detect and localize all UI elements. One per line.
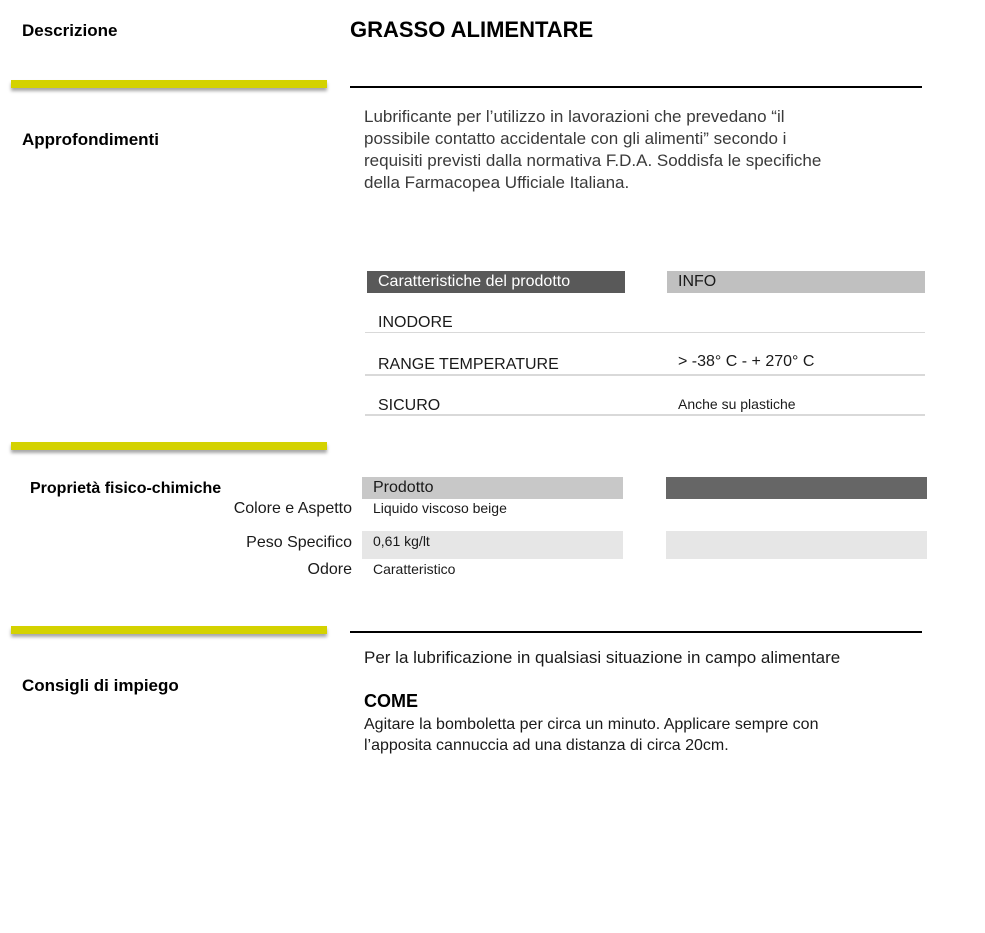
table-header-info: INFO <box>667 271 925 293</box>
product-title: GRASSO ALIMENTARE <box>350 17 594 42</box>
props-label: Odore <box>307 561 352 578</box>
description-line: della Farmacopea Ufficiale Italiana. <box>364 173 630 192</box>
props-header-second <box>666 477 927 499</box>
usage-how-line: Agitare la bomboletta per circa un minuto. Applicare sempre con <box>364 716 819 733</box>
props-header-product: Prodotto <box>362 477 623 499</box>
props-label: Peso Specifico <box>246 534 352 551</box>
section-label-descrizione: Descrizione <box>22 21 118 40</box>
props-row-shade <box>666 531 927 559</box>
props-label: Colore e Aspetto <box>233 500 352 517</box>
table-header-features: Caratteristiche del prodotto <box>367 271 625 293</box>
section-label-approfondimenti: Approfondimenti <box>22 130 159 149</box>
table-cell-info: > -38° C - + 270° C <box>678 353 815 370</box>
description-line: possibile contatto accidentale con gli alimenti” secondo i <box>364 129 787 148</box>
section-label-consigli: Consigli di impiego <box>22 676 179 695</box>
props-value: Caratteristico <box>373 561 456 577</box>
section-label-proprieta: Proprietà fisico-chimiche <box>30 480 222 497</box>
section-divider-yellow <box>11 80 327 88</box>
description-paragraph <box>364 106 821 194</box>
section-divider-yellow <box>11 626 327 634</box>
table-cell-feature: SICURO <box>378 397 441 414</box>
description-line: Lubrificante per l’utilizzo in lavorazioni che prevedano “il <box>364 107 785 126</box>
props-value: 0,61 kg/lt <box>373 533 430 549</box>
usage-how-line: l’apposita cannuccia ad una distanza di circa 20cm. <box>364 737 729 754</box>
table-row-divider <box>365 332 925 333</box>
section-divider-yellow <box>11 442 327 450</box>
usage-intro: Per la lubrificazione in qualsiasi situazione in campo alimentare <box>364 648 841 667</box>
table-cell-feature: RANGE TEMPERATURE <box>378 356 559 373</box>
table-row-divider <box>365 414 925 416</box>
table-cell-info: Anche su plastiche <box>678 396 796 412</box>
table-cell-feature: INODORE <box>378 314 453 331</box>
description-line: requisiti previsti dalla normativa F.D.A. Soddisfa le specifiche <box>364 151 822 170</box>
section-divider-black <box>350 631 922 633</box>
props-value: Liquido viscoso beige <box>373 500 507 516</box>
usage-how-text <box>364 714 818 756</box>
table-row-divider <box>365 374 925 376</box>
usage-how-title: COME <box>364 691 418 711</box>
section-divider-black <box>350 86 922 88</box>
